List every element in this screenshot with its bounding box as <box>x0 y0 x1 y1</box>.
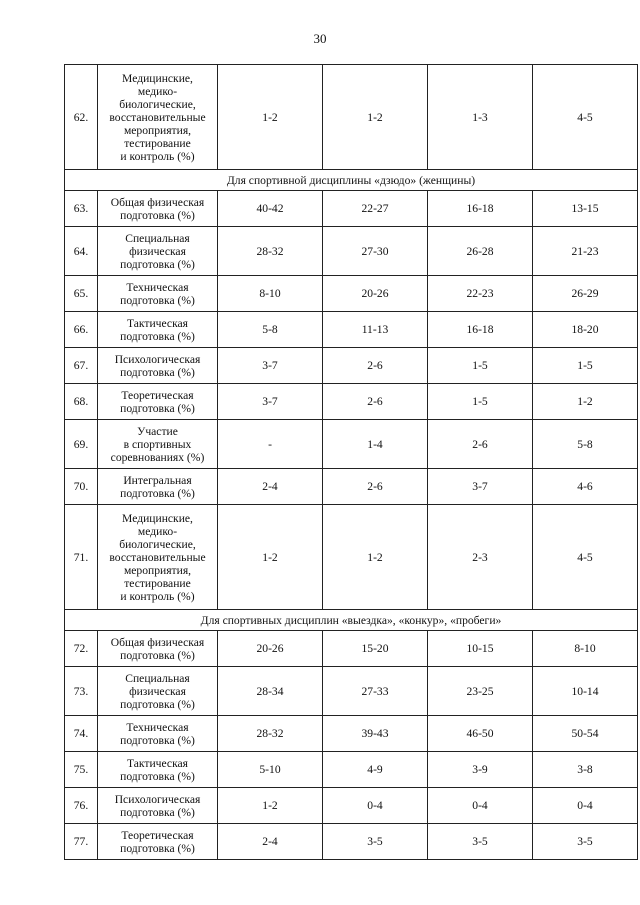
stage-value-2: 1-4 <box>323 420 428 469</box>
training-ratio-table <box>64 64 638 860</box>
stage-value-4: 18-20 <box>533 312 638 348</box>
stage-value-4: 5-8 <box>533 420 638 469</box>
table-row <box>65 752 638 788</box>
stage-value-2: 27-30 <box>323 227 428 276</box>
indicator-name: Специальная физическая подготовка (%) <box>98 227 218 276</box>
row-number: 76. <box>65 788 98 824</box>
row-number: 66. <box>65 312 98 348</box>
table-row <box>65 348 638 384</box>
stage-value-1: 8-10 <box>218 276 323 312</box>
stage-value-4: 10-14 <box>533 667 638 716</box>
indicator-name: Техническая подготовка (%) <box>98 276 218 312</box>
stage-value-3: 23-25 <box>428 667 533 716</box>
stage-value-3: 2-6 <box>428 420 533 469</box>
stage-value-1: 1-2 <box>218 505 323 610</box>
row-number: 65. <box>65 276 98 312</box>
stage-value-4: 21-23 <box>533 227 638 276</box>
stage-value-4: 0-4 <box>533 788 638 824</box>
stage-value-3: 22-23 <box>428 276 533 312</box>
section-title: Для спортивной дисциплины «дзюдо» (женщины) <box>65 170 638 191</box>
stage-value-2: 39-43 <box>323 716 428 752</box>
indicator-name: Участие в спортивных соревнованиях (%) <box>98 420 218 469</box>
stage-value-1: 3-7 <box>218 384 323 420</box>
stage-value-4: 13-15 <box>533 191 638 227</box>
indicator-name: Общая физическая подготовка (%) <box>98 191 218 227</box>
indicator-name: Техническая подготовка (%) <box>98 716 218 752</box>
row-number: 63. <box>65 191 98 227</box>
stage-value-1: 20-26 <box>218 631 323 667</box>
table-row <box>65 469 638 505</box>
table-row <box>65 384 638 420</box>
stage-value-3: 3-7 <box>428 469 533 505</box>
row-number: 73. <box>65 667 98 716</box>
stage-value-2: 2-6 <box>323 348 428 384</box>
row-number: 64. <box>65 227 98 276</box>
stage-value-2: 4-9 <box>323 752 428 788</box>
table-row <box>65 631 638 667</box>
table-row <box>65 824 638 860</box>
stage-value-4: 4-6 <box>533 469 638 505</box>
stage-value-1: 1-2 <box>218 788 323 824</box>
section-header-row <box>65 170 638 191</box>
stage-value-1: 2-4 <box>218 469 323 505</box>
stage-value-4: 1-5 <box>533 348 638 384</box>
stage-value-1: - <box>218 420 323 469</box>
indicator-name: Психологическая подготовка (%) <box>98 348 218 384</box>
stage-value-2: 2-6 <box>323 469 428 505</box>
table-body <box>65 65 638 860</box>
indicator-name: Интегральная подготовка (%) <box>98 469 218 505</box>
stage-value-3: 16-18 <box>428 312 533 348</box>
row-number: 72. <box>65 631 98 667</box>
row-number: 67. <box>65 348 98 384</box>
row-number: 68. <box>65 384 98 420</box>
indicator-name: Общая физическая подготовка (%) <box>98 631 218 667</box>
stage-value-1: 28-32 <box>218 716 323 752</box>
indicator-name: Медицинские, медико- биологические, восстановительные мероприятия, тестирование и контроль (%) <box>98 65 218 170</box>
stage-value-2: 20-26 <box>323 276 428 312</box>
page-number: 30 <box>313 31 327 46</box>
stage-value-3: 3-5 <box>428 824 533 860</box>
stage-value-1: 5-10 <box>218 752 323 788</box>
table-row <box>65 65 638 170</box>
stage-value-4: 3-8 <box>533 752 638 788</box>
stage-value-2: 1-2 <box>323 505 428 610</box>
stage-value-1: 3-7 <box>218 348 323 384</box>
row-number: 75. <box>65 752 98 788</box>
section-title: Для спортивных дисциплин «выездка», «конкур», «пробеги» <box>65 610 638 631</box>
stage-value-3: 3-9 <box>428 752 533 788</box>
stage-value-3: 0-4 <box>428 788 533 824</box>
indicator-name: Специальная физическая подготовка (%) <box>98 667 218 716</box>
table-row <box>65 716 638 752</box>
stage-value-2: 27-33 <box>323 667 428 716</box>
stage-value-2: 1-2 <box>323 65 428 170</box>
stage-value-2: 0-4 <box>323 788 428 824</box>
table-row <box>65 788 638 824</box>
stage-value-3: 1-5 <box>428 348 533 384</box>
section-header-row <box>65 610 638 631</box>
table-row <box>65 227 638 276</box>
stage-value-4: 4-5 <box>533 65 638 170</box>
row-number: 70. <box>65 469 98 505</box>
stage-value-4: 8-10 <box>533 631 638 667</box>
stage-value-3: 2-3 <box>428 505 533 610</box>
indicator-name: Теоретическая подготовка (%) <box>98 824 218 860</box>
stage-value-3: 10-15 <box>428 631 533 667</box>
stage-value-1: 28-34 <box>218 667 323 716</box>
stage-value-4: 50-54 <box>533 716 638 752</box>
indicator-name: Медицинские, медико- биологические, восстановительные мероприятия, тестирование и контроль (%) <box>98 505 218 610</box>
stage-value-3: 16-18 <box>428 191 533 227</box>
table-row <box>65 667 638 716</box>
stage-value-4: 1-2 <box>533 384 638 420</box>
stage-value-2: 3-5 <box>323 824 428 860</box>
row-number: 69. <box>65 420 98 469</box>
indicator-name: Теоретическая подготовка (%) <box>98 384 218 420</box>
row-number: 74. <box>65 716 98 752</box>
stage-value-2: 2-6 <box>323 384 428 420</box>
stage-value-4: 3-5 <box>533 824 638 860</box>
table-row <box>65 312 638 348</box>
table-row <box>65 505 638 610</box>
stage-value-2: 15-20 <box>323 631 428 667</box>
stage-value-1: 40-42 <box>218 191 323 227</box>
stage-value-1: 2-4 <box>218 824 323 860</box>
stage-value-2: 22-27 <box>323 191 428 227</box>
table-row <box>65 420 638 469</box>
row-number: 77. <box>65 824 98 860</box>
row-number: 71. <box>65 505 98 610</box>
row-number: 62. <box>65 65 98 170</box>
indicator-name: Тактическая подготовка (%) <box>98 752 218 788</box>
stage-value-1: 1-2 <box>218 65 323 170</box>
stage-value-3: 1-5 <box>428 384 533 420</box>
table-row <box>65 191 638 227</box>
stage-value-3: 46-50 <box>428 716 533 752</box>
table-row <box>65 276 638 312</box>
stage-value-1: 5-8 <box>218 312 323 348</box>
stage-value-3: 1-3 <box>428 65 533 170</box>
stage-value-1: 28-32 <box>218 227 323 276</box>
stage-value-4: 26-29 <box>533 276 638 312</box>
indicator-name: Психологическая подготовка (%) <box>98 788 218 824</box>
indicator-name: Тактическая подготовка (%) <box>98 312 218 348</box>
stage-value-3: 26-28 <box>428 227 533 276</box>
stage-value-4: 4-5 <box>533 505 638 610</box>
stage-value-2: 11-13 <box>323 312 428 348</box>
